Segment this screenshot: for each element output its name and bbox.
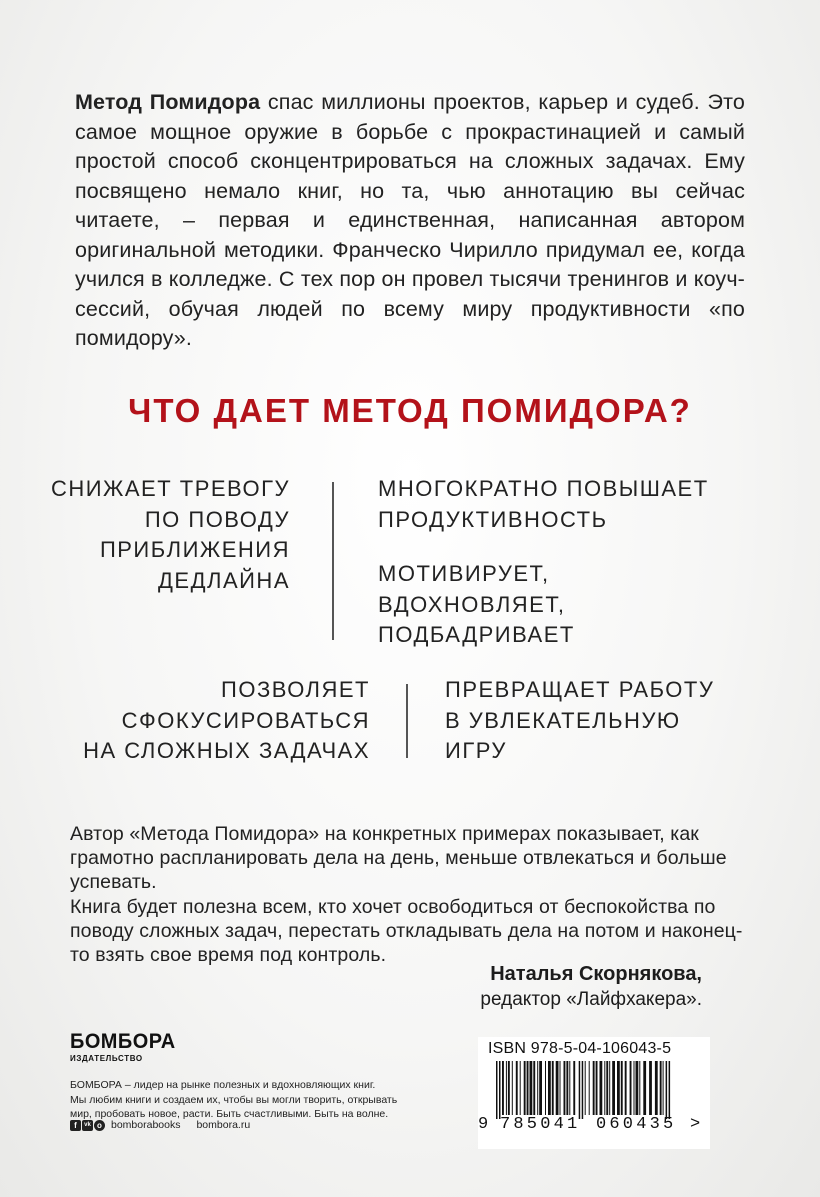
benefit-line: ДЕДЛАЙНА [158,567,290,593]
publisher-social [70,1119,250,1131]
desc-line: мир, пробовать новое, расти. Быть счастливыми. Быть на волне. [70,1108,389,1120]
benefit-focus [30,675,370,767]
barcode-bars [478,1061,710,1119]
benefit-line: ПОДБАДРИВАЕТ [378,622,575,647]
barcode-left-group: 785041 [500,1115,581,1134]
divider-line-top [332,482,334,640]
social-icons [70,1120,105,1131]
benefit-line: ВДОХНОВЛЯЕТ, [378,591,566,617]
barcode-right-group: 060435 [596,1115,677,1134]
intro-bold-lead: Метод Помидора [75,90,261,114]
benefit-line: ПОЗВОЛЯЕТ [221,677,370,702]
intro-text: спас миллионы проектов, карьер и судеб. Это самое мощное оружие в борьбе с прокрастинацией и самый простой способ сконцентрироваться на сложных задачах. Ему посвящено немало книг, но та, чью аннотацию вы сейчас читаете, – первая и единственная, написанная автором оригинальной методики. Франческо Чирилло придумал ее, когда учился в колледже. С тех пор он провел тысячи тренингов и коуч-сессий, обучая людей по всему миру продуктивности «по помидору». [75,90,746,350]
benefit-line: МОТИВИРУЕТ, [378,561,550,586]
benefit-line: ПРИБЛИЖЕНИЯ [99,537,290,562]
section-heading: ЧТО ДАЕТ МЕТОД ПОМИДОРА? [128,392,692,429]
benefit-motivation [378,559,758,651]
benefit-line: СФОКУСИРОВАТЬСЯ [121,707,370,733]
benefit-line: ПРЕВРАЩАЕТ РАБОТУ [445,677,715,702]
logo-subtitle: ИЗДАТЕЛЬСТВО [70,1054,143,1063]
review-paragraph: Автор «Метода Помидора» на конкретных примерах показывает, как грамотно распланировать дела на день, меньше отвлекаться и больше успевать. [70,823,727,894]
isbn-barcode [478,1037,710,1149]
desc-line: БОМБОРА – лидер на рынке полезных и вдохновляющих книг. [70,1079,376,1091]
review-paragraph: Книга будет полезна всем, кто хочет освободиться от беспокойства по поводу сложных задач, перестать откладывать дела на потом и наконец-то взять свое время под контроль. [70,895,743,967]
benefit-line: ПО ПОВОДУ [144,506,290,532]
barcode-trailer: > [690,1115,701,1134]
divider-line-bottom [406,684,408,758]
ok-icon: o [94,1120,105,1131]
benefit-line: ПРОДУКТИВНОСТЬ [378,506,608,532]
vk-icon: vk [82,1120,93,1131]
publisher-logo [70,1030,181,1063]
social-handle: bomborabooks [111,1119,181,1131]
benefit-line: В УВЛЕКАТЕЛЬНУЮ [445,707,681,733]
facebook-icon: f [70,1120,81,1131]
publisher-website: bombora.ru [196,1119,251,1131]
benefit-line: МНОГОКРАТНО ПОВЫШАЕТ [378,476,709,501]
benefit-reduce-anxiety [40,474,290,596]
desc-line: Мы любим книги и создаем их, чтобы вы могли творить, открывать [70,1093,398,1106]
publisher-description [70,1078,440,1122]
barcode-first-digit: 9 [478,1115,489,1134]
reviewer-role: редактор «Лайфхакера». [480,989,702,1010]
intro-paragraph [75,88,745,354]
benefit-line: СНИЖАЕТ ТРЕВОГУ [50,476,290,501]
review-signature [480,962,702,1012]
reviewer-name: Наталья Скорнякова, [490,963,702,985]
benefit-game [445,675,765,767]
review-text [70,822,760,967]
isbn-text: ISBN 978-5-04-106043-5 [488,1040,672,1057]
benefit-line: НА СЛОЖНЫХ ЗАДАЧАХ [83,738,370,763]
benefit-productivity [378,474,758,535]
benefit-line: ИГРУ [445,738,507,763]
logo-text: БОМБОРА [70,1030,176,1053]
